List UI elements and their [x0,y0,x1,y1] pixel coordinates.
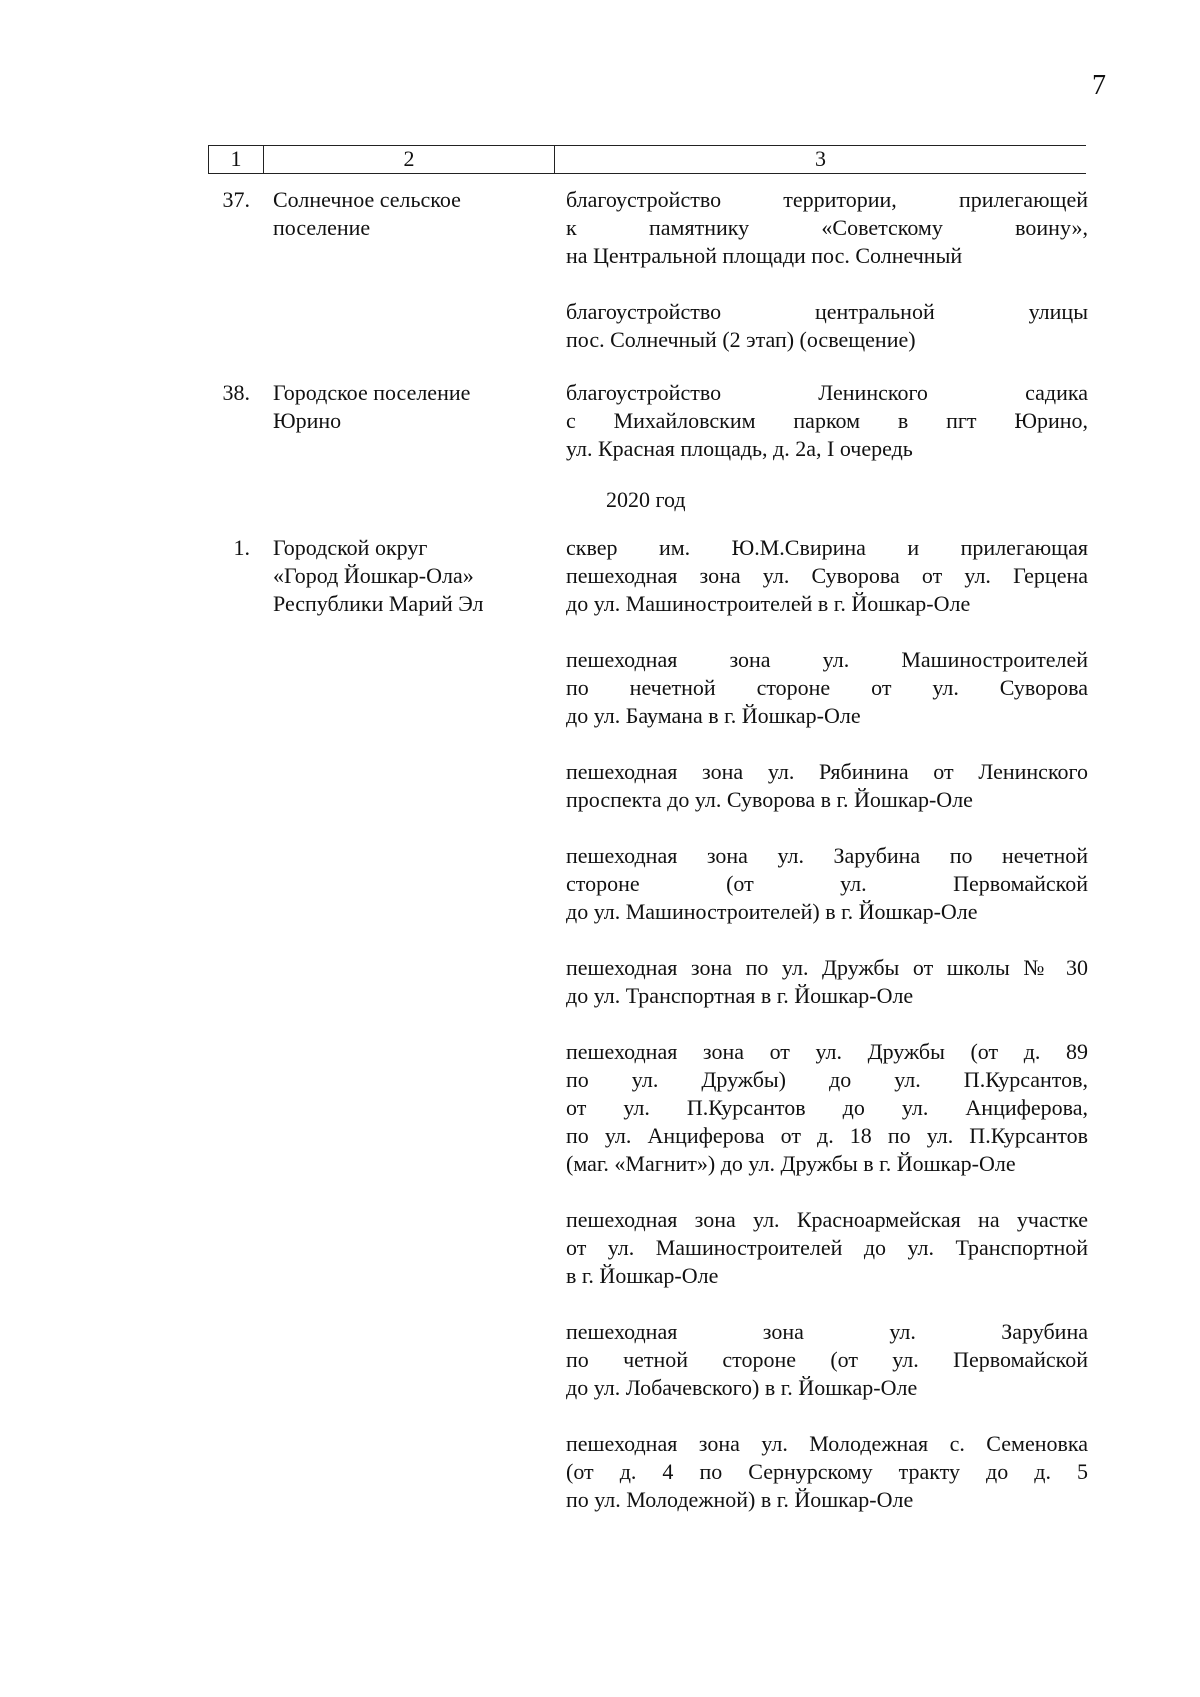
project-item [566,646,1088,730]
project-item [566,534,1088,618]
year-heading: 2020 год [606,487,686,512]
row-number: 38. [222,380,250,405]
project-list [566,534,1088,1514]
name-line: Юрино [273,408,342,433]
item-line: пешеходная зона ул. Машиностроителей [566,647,1088,672]
header-col-2: 2 [264,146,555,173]
item-line: по ул. Молодежной) в г. Йошкар-Оле [566,1487,914,1512]
project-item [566,298,1088,354]
item-line: благоустройство Ленинского садика [566,380,1088,405]
page-number: 7 [1092,70,1106,101]
project-item [566,379,1088,463]
name-line: поселение [273,215,371,240]
item-line: пешеходная зона от ул. Дружбы (от д. 89 [566,1039,1088,1064]
item-line: стороне (от ул. Первомайской [566,871,1088,896]
project-item [566,954,1088,1010]
project-list [566,379,1088,463]
item-line: до ул. Баумана в г. Йошкар-Оле [566,703,861,728]
item-line: пешеходная зона ул. Зарубина по нечетной [566,843,1088,868]
project-item [566,842,1088,926]
item-line: от ул. Машиностроителей до ул. Транспортной [566,1235,1088,1260]
item-line: пос. Солнечный (2 этап) (освещение) [566,327,916,352]
name-line: Городской округ [273,535,428,560]
project-item [566,758,1088,814]
item-line: в г. Йошкар-Оле [566,1263,719,1288]
item-line: пешеходная зона ул. Красноармейская на участке [566,1207,1088,1232]
item-line: до ул. Транспортная в г. Йошкар-Оле [566,983,914,1008]
project-list [566,186,1088,354]
project-item [566,1206,1088,1290]
item-line: до ул. Лобачевского) в г. Йошкар-Оле [566,1375,918,1400]
item-line: по нечетной стороне от ул. Суворова [566,675,1088,700]
header-col-1: 1 [208,146,264,173]
item-line: (маг. «Магнит») до ул. Дружбы в г. Йошкар-Оле [566,1151,1016,1176]
item-line: ул. Красная площадь, д. 2а, I очередь [566,436,913,461]
item-line: по ул. Анциферова от д. 18 по ул. П.Курсантов [566,1123,1088,1148]
item-line: на Центральной площади пос. Солнечный [566,243,963,268]
item-line: к памятнику «Советскому воину», [566,215,1088,240]
item-line: сквер им. Ю.М.Свирина и прилегающая [566,535,1088,560]
item-line: пешеходная зона ул. Молодежная с. Семеновка [566,1431,1088,1456]
row-number: 1. [233,535,250,560]
item-line: (от д. 4 по Сернурскому тракту до д. 5 [566,1459,1088,1484]
item-line: по четной стороне (от ул. Первомайской [566,1347,1088,1372]
name-line: Республики Марий Эл [273,591,484,616]
municipality-name [273,186,533,242]
header-col-3: 3 [815,146,826,171]
project-item [566,1318,1088,1402]
row-number: 37. [222,187,250,212]
item-line: пешеходная зона ул. Рябинина от Ленинского [566,759,1088,784]
item-line: проспекта до ул. Суворова в г. Йошкар-Оле [566,787,973,812]
item-line: пешеходная зона по ул. Дружбы от школы № 30 [566,955,1088,980]
name-line: Городское поселение [273,380,471,405]
table-header [208,145,1086,174]
project-item [566,1430,1088,1514]
item-line: по ул. Дружбы) до ул. П.Курсантов, [566,1067,1088,1092]
item-line: от ул. П.Курсантов до ул. Анциферова, [566,1095,1088,1120]
name-line: «Город Йошкар-Ола» [273,563,474,588]
item-line: благоустройство территории, прилегающей [566,187,1088,212]
project-item [566,1038,1088,1178]
item-line: с Михайловским парком в пгт Юрино, [566,408,1088,433]
project-item [566,186,1088,270]
name-line: Солнечное сельское [273,187,461,212]
municipality-name [273,379,533,435]
item-line: благоустройство центральной улицы [566,299,1088,324]
item-line: пешеходная зона ул. Зарубина [566,1319,1088,1344]
item-line: пешеходная зона ул. Суворова от ул. Герцена [566,563,1088,588]
municipality-name [273,534,533,618]
item-line: до ул. Машиностроителей) в г. Йошкар-Оле [566,899,978,924]
item-line: до ул. Машиностроителей в г. Йошкар-Оле [566,591,971,616]
